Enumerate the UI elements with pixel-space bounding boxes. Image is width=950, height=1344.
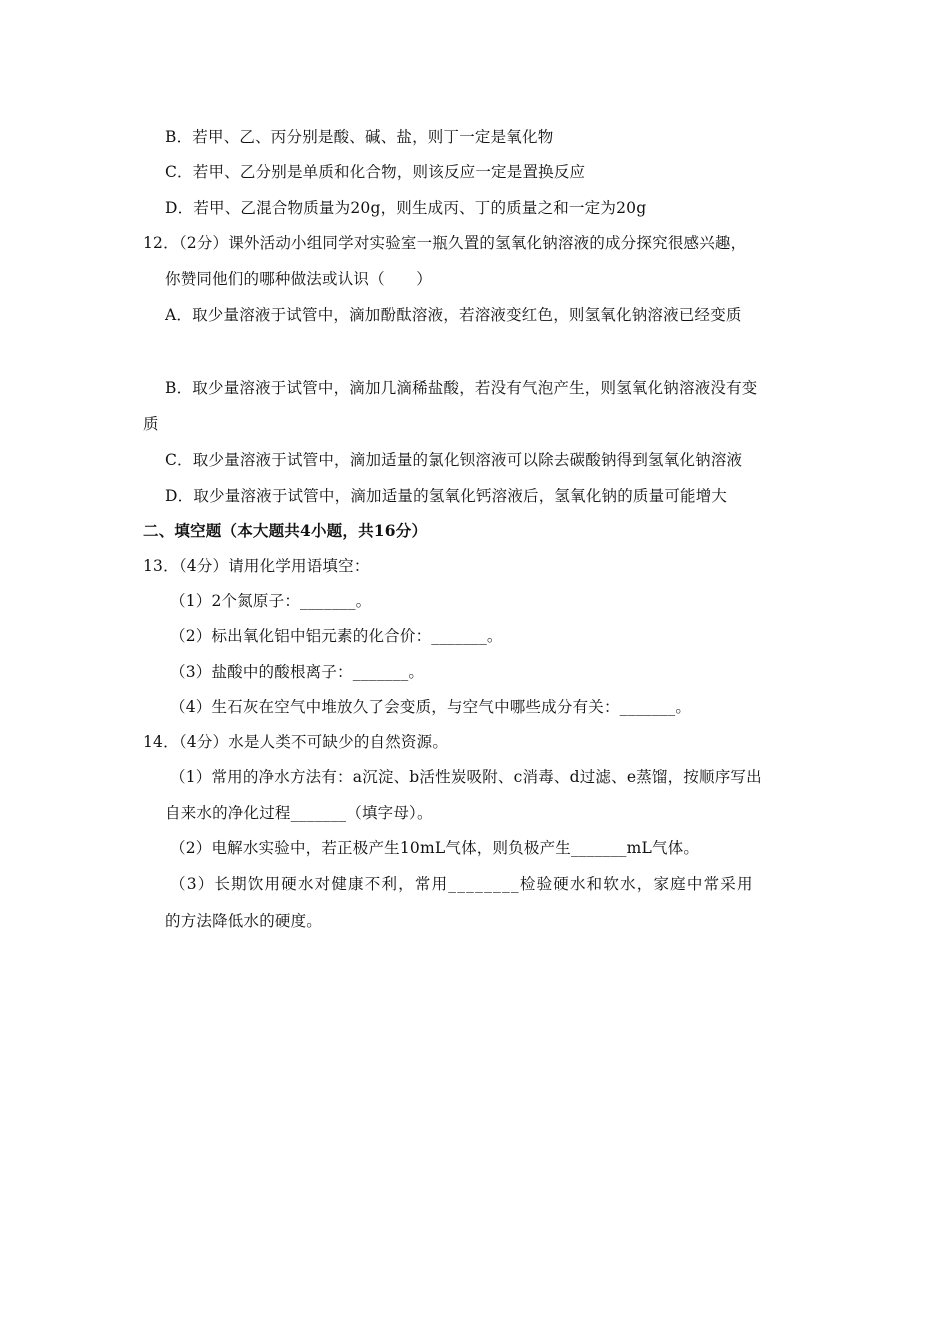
q14-part3-line1: （3）长期饮用硬水对健康不利，常用________检验硬水和软水，家庭中常采用 (170, 875, 754, 893)
q13-stem: 13．（4分）请用化学用语填空： (143, 557, 370, 575)
q12-option-c: C．取少量溶液于试管中，滴加适量的氯化钡溶液可以除去碳酸钠得到氢氧化钠溶液 (165, 451, 743, 469)
q14-stem: 14．（4分）水是人类不可缺少的自然资源。 (143, 733, 449, 751)
q12-stem-line1: 12．（2分）课外活动小组同学对实验室一瓶久置的氢氧化钠溶液的成分探究很感兴趣， (143, 234, 747, 252)
section-heading: 二、填空题（本大题共4小题，共16分） (143, 521, 428, 540)
q12-option-b-line2: 质 (143, 415, 159, 433)
q12-option-b-line1: B．取少量溶液于试管中，滴加几滴稀盐酸，若没有气泡产生，则氢氧化钠溶液没有变 (165, 379, 758, 397)
q14-part2: （2）电解水实验中，若正极产生10mL气体，则负极产生_______mL气体。 (170, 839, 700, 857)
q13-part2: （2）标出氧化铝中铝元素的化合价：_______。 (170, 627, 503, 645)
q14-part3-line2: 的方法降低水的硬度。 (165, 912, 323, 930)
q13-part3: （3）盐酸中的酸根离子：_______。 (170, 663, 425, 681)
q11-option-c: C．若甲、乙分别是单质和化合物，则该反应一定是置换反应 (165, 163, 586, 181)
q11-option-d: D．若甲、乙混合物质量为20g，则生成丙、丁的质量之和一定为20g (165, 199, 647, 217)
q12-option-d: D．取少量溶液于试管中，滴加适量的氢氧化钙溶液后，氢氧化钠的质量可能增大 (165, 487, 728, 505)
q12-option-a: A．取少量溶液于试管中，滴加酚酞溶液，若溶液变红色，则氢氧化钠溶液已经变质 (165, 306, 742, 324)
q11-option-b: B．若甲、乙、丙分别是酸、碱、盐，则丁一定是氧化物 (165, 128, 554, 146)
q13-part1: （1）2个氮原子：_______。 (170, 592, 372, 610)
q12-stem-line2: 你赞同他们的哪种做法或认识（ ） (165, 270, 432, 288)
q14-part1-line1: （1）常用的净水方法有：a沉淀、b活性炭吸附、c消毒、d过滤、e蒸馏，按顺序写出 (170, 768, 762, 786)
q13-part4: （4）生石灰在空气中堆放久了会变质，与空气中哪些成分有关：_______。 (170, 698, 692, 716)
q14-part1-line2: 自来水的净化过程_______（填字母）。 (165, 804, 433, 822)
